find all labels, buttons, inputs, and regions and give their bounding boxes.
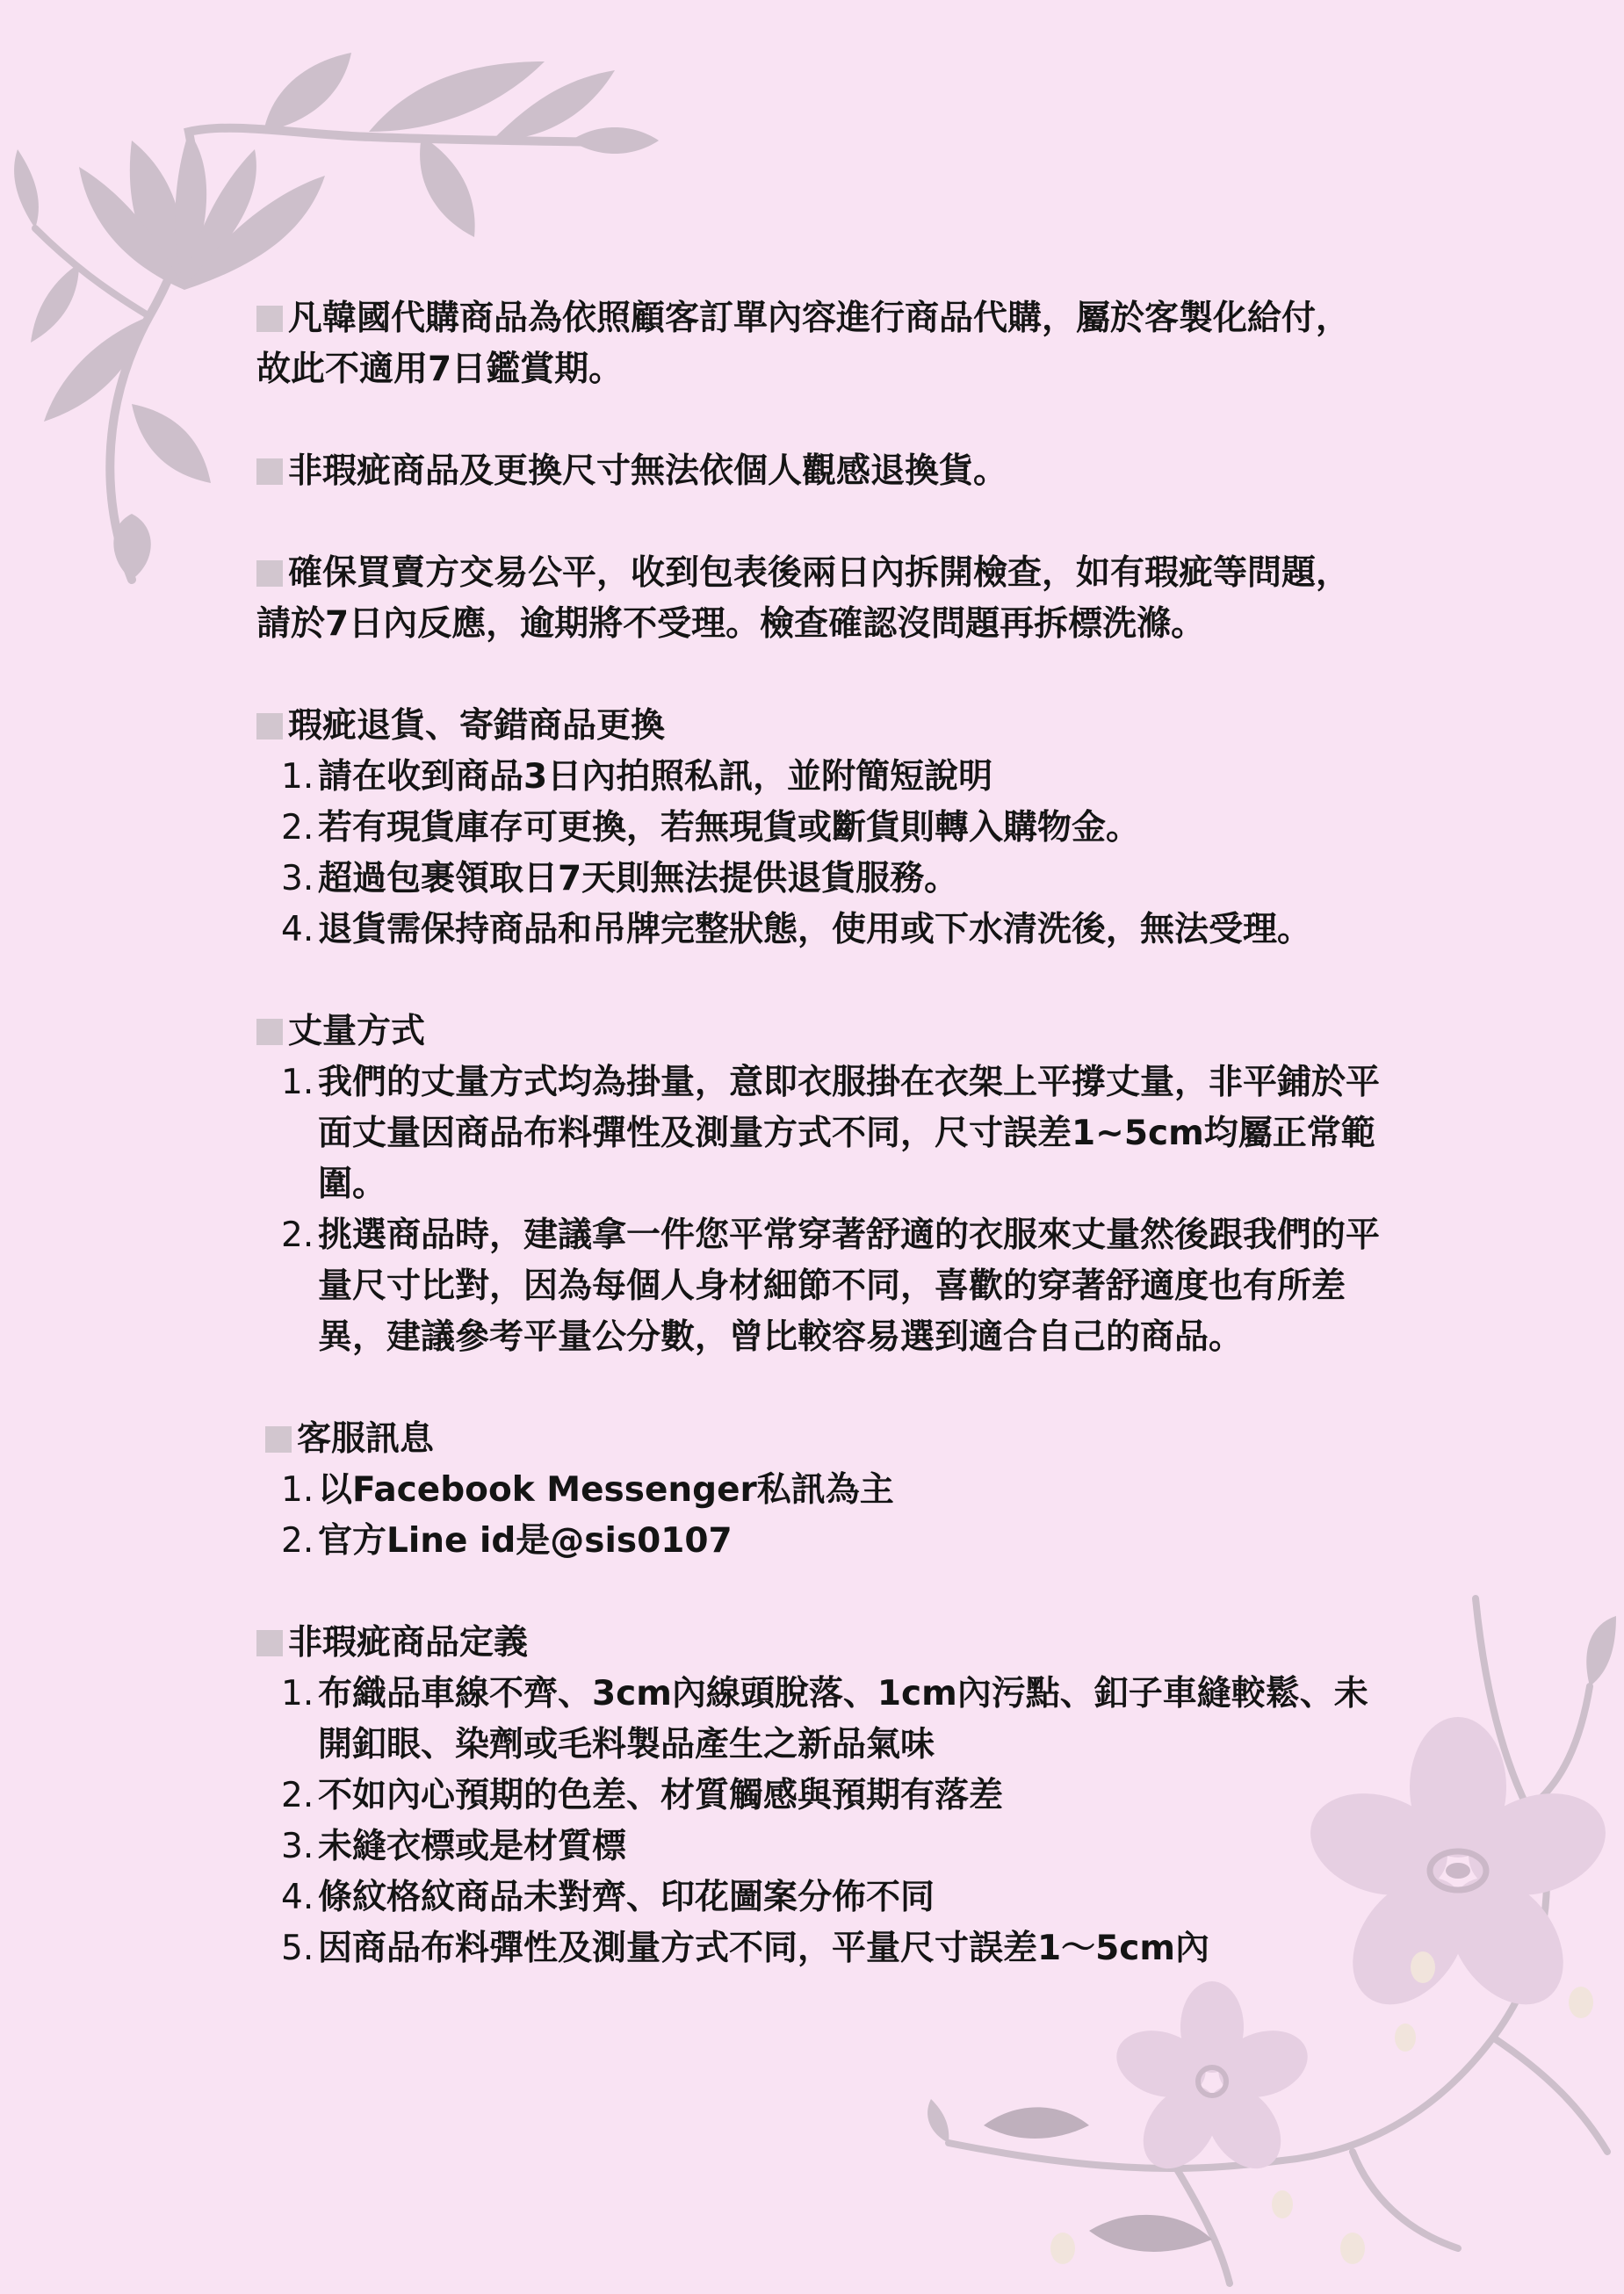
square-bullet-icon bbox=[256, 306, 283, 332]
list-item: 3. 未縫衣標或是材質標 bbox=[281, 1827, 627, 1866]
intro-paragraph bbox=[256, 293, 1381, 395]
list-item: 1. 布織品車線不齊、3cm內線頭脫落、1cm內污點、釦子車縫較鬆、未開釦眼、染劑或毛料製品產生之新品氣味 bbox=[281, 1674, 1368, 1764]
square-bullet-icon bbox=[256, 1630, 283, 1656]
list-item: 2. 官方Line id是@sis0107 bbox=[281, 1521, 733, 1561]
square-bullet-icon bbox=[256, 1019, 283, 1045]
list-item: 2. 若有現貨庫存可更換，若無現貨或斷貨則轉入購物金。 bbox=[281, 808, 1141, 848]
intro-paragraph bbox=[256, 446, 1381, 497]
list-item: 1. 我們的丈量方式均為掛量，意即衣服掛在衣架上平撐丈量，非平鋪於平面丈量因商品布料彈性及測量方式不同，尺寸誤差1~5cm均屬正常範圍。 bbox=[281, 1063, 1381, 1204]
section-measurement bbox=[256, 1006, 1381, 1363]
section-heading: 瑕疵退貨、寄錯商品更換 bbox=[256, 701, 1381, 752]
intro-text: 確保買賣方交易公平，收到包表後兩日內拆開檢查，如有瑕疵等問題，請於7日內反應，逾期將不受理。檢查確認沒問題再拆標洗滌。 bbox=[256, 553, 1351, 644]
intro-text: 凡韓國代購商品為依照顧客訂單內容進行商品代購，屬於客製化給付，故此不適用7日鑑賞期。 bbox=[256, 299, 1351, 389]
section-heading: 客服訊息 bbox=[256, 1414, 1381, 1465]
section-list bbox=[256, 752, 1381, 956]
square-bullet-icon bbox=[265, 1426, 292, 1453]
section-list bbox=[256, 1057, 1381, 1363]
square-bullet-icon bbox=[256, 713, 283, 739]
section-list bbox=[256, 1669, 1381, 1974]
intro-text: 非瑕疵商品及更換尺寸無法依個人觀感退換貨。 bbox=[288, 451, 1008, 491]
section-defect-return bbox=[256, 701, 1381, 956]
intro-paragraph bbox=[256, 548, 1381, 650]
square-bullet-icon bbox=[256, 458, 283, 485]
section-customer-service bbox=[256, 1414, 1381, 1567]
square-bullet-icon bbox=[256, 560, 283, 587]
list-item: 2. 挑選商品時，建議拿一件您平常穿著舒適的衣服來丈量然後跟我們的平量尺寸比對，因為每個人身材細節不同，喜歡的穿著舒適度也有所差異，建議參考平量公分數，曾比較容易選到適合自己的商品。 bbox=[281, 1216, 1381, 1357]
list-item: 3. 超過包裹領取日7天則無法提供退貨服務。 bbox=[281, 859, 959, 898]
section-non-defect-definition bbox=[256, 1618, 1381, 1974]
section-heading: 非瑕疵商品定義 bbox=[256, 1618, 1381, 1669]
section-heading: 丈量方式 bbox=[256, 1006, 1381, 1057]
list-item: 2. 不如內心預期的色差、材質觸感與預期有落差 bbox=[281, 1776, 1004, 1815]
policy-document bbox=[256, 293, 1381, 1974]
list-item: 4. 退貨需保持商品和吊牌完整狀態，使用或下水清洗後，無法受理。 bbox=[281, 910, 1312, 949]
section-list bbox=[256, 1465, 1381, 1567]
list-item: 5. 因商品布料彈性及測量方式不同，平量尺寸誤差1～5cm內 bbox=[281, 1929, 1210, 1968]
list-item: 1. 以Facebook Messenger私訊為主 bbox=[281, 1470, 894, 1510]
list-item: 1. 請在收到商品3日內拍照私訊，並附簡短說明 bbox=[281, 757, 993, 797]
list-item: 4. 條紋格紋商品未對齊、印花圖案分佈不同 bbox=[281, 1878, 935, 1917]
